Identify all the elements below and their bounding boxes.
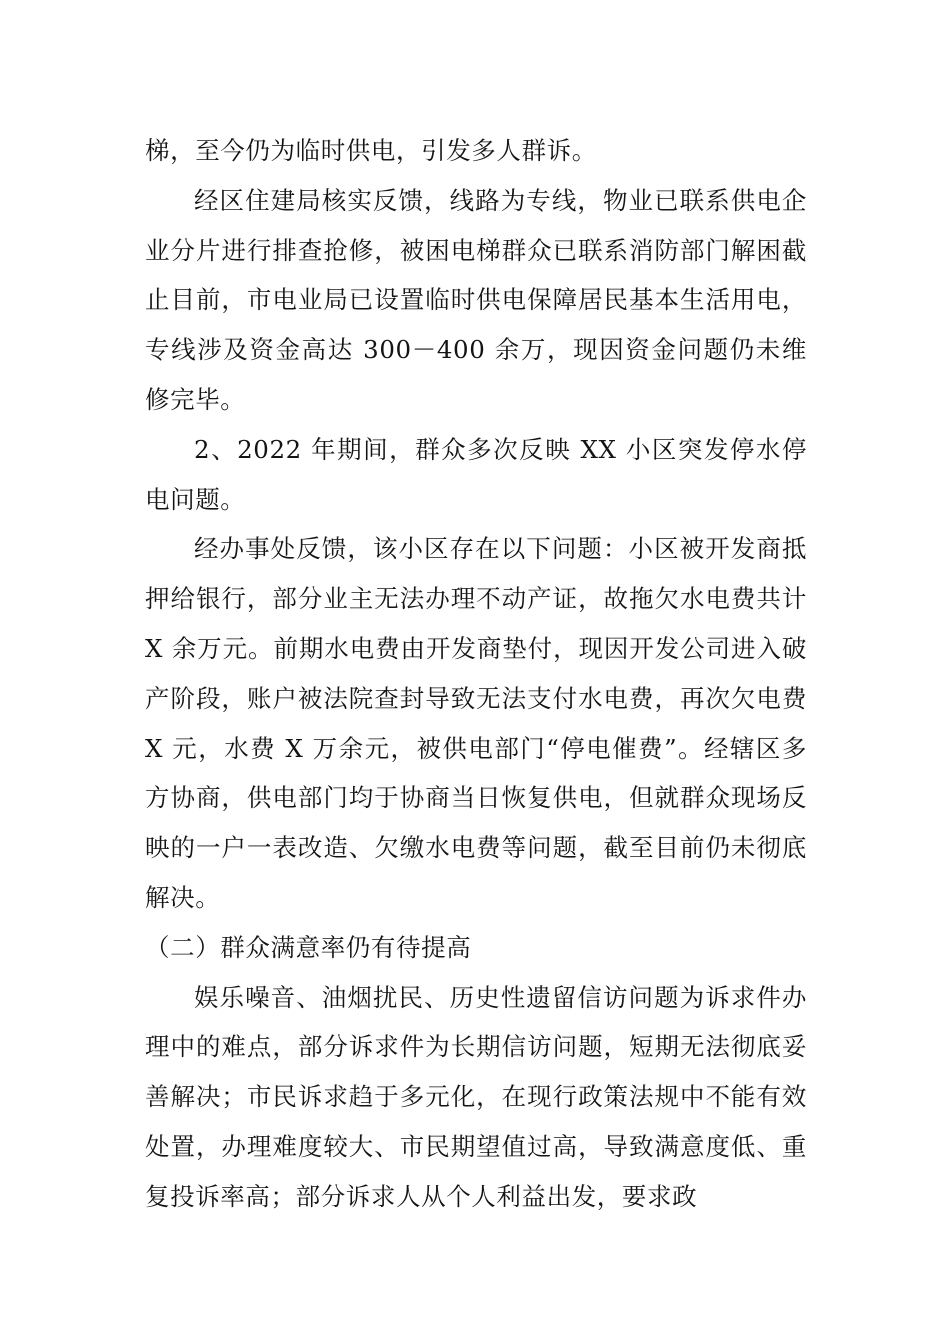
paragraph-office-feedback: 经办事处反馈，该小区存在以下问题：小区被开发商抵押给银行，部分业主无法办理不动产证，故拖欠水电费共计 X 余万元。前期水电费由开发商垫付，现因开发公司进入破产阶段，账户被法院查封导致无法支付水电费，再次欠电费 X 元，水费 X 万余元，被供电部门“停电催费”。经辖区多方协商，供电部门均于协商当日恢复供电，但就群众现场反映的一户一表改造、欠缴水电费等问题，截至目前仍未彻底解决。 — [145, 534, 807, 912]
paragraph-difficulties: 娱乐噪音、油烟扰民、历史性遗留信访问题为诉求件办理中的难点，部分诉求件为长期信访问题，短期无法彻底妥善解决；市民诉求趋于多元化，在现行政策法规中不能有效处置，办理难度较大、市民期望值过高，导致满意度低、重复投诉率高；部分诉求人从个人利益出发，要求政 — [145, 982, 807, 1211]
section-heading-satisfaction: （二）群众满意率仍有待提高 — [145, 932, 472, 962]
paragraph-continuation: 梯，至今仍为临时供电，引发多人群诉。 — [145, 136, 597, 165]
paragraph-item-2: 2、2022 年期间，群众多次反映 XX 小区突发停水停电问题。 — [145, 434, 807, 514]
paragraph-housing-bureau-feedback: 经区住建局核实反馈，线路为专线，物业已联系供电企业分片进行排查抢修，被困电梯群众已联系消防部门解困截止目前，市电业局已设置临时供电保障居民基本生活用电，专线涉及资金高达 300－400 余万，现因资金问题仍未维修完毕。 — [145, 185, 807, 414]
document-body — [145, 126, 807, 1222]
